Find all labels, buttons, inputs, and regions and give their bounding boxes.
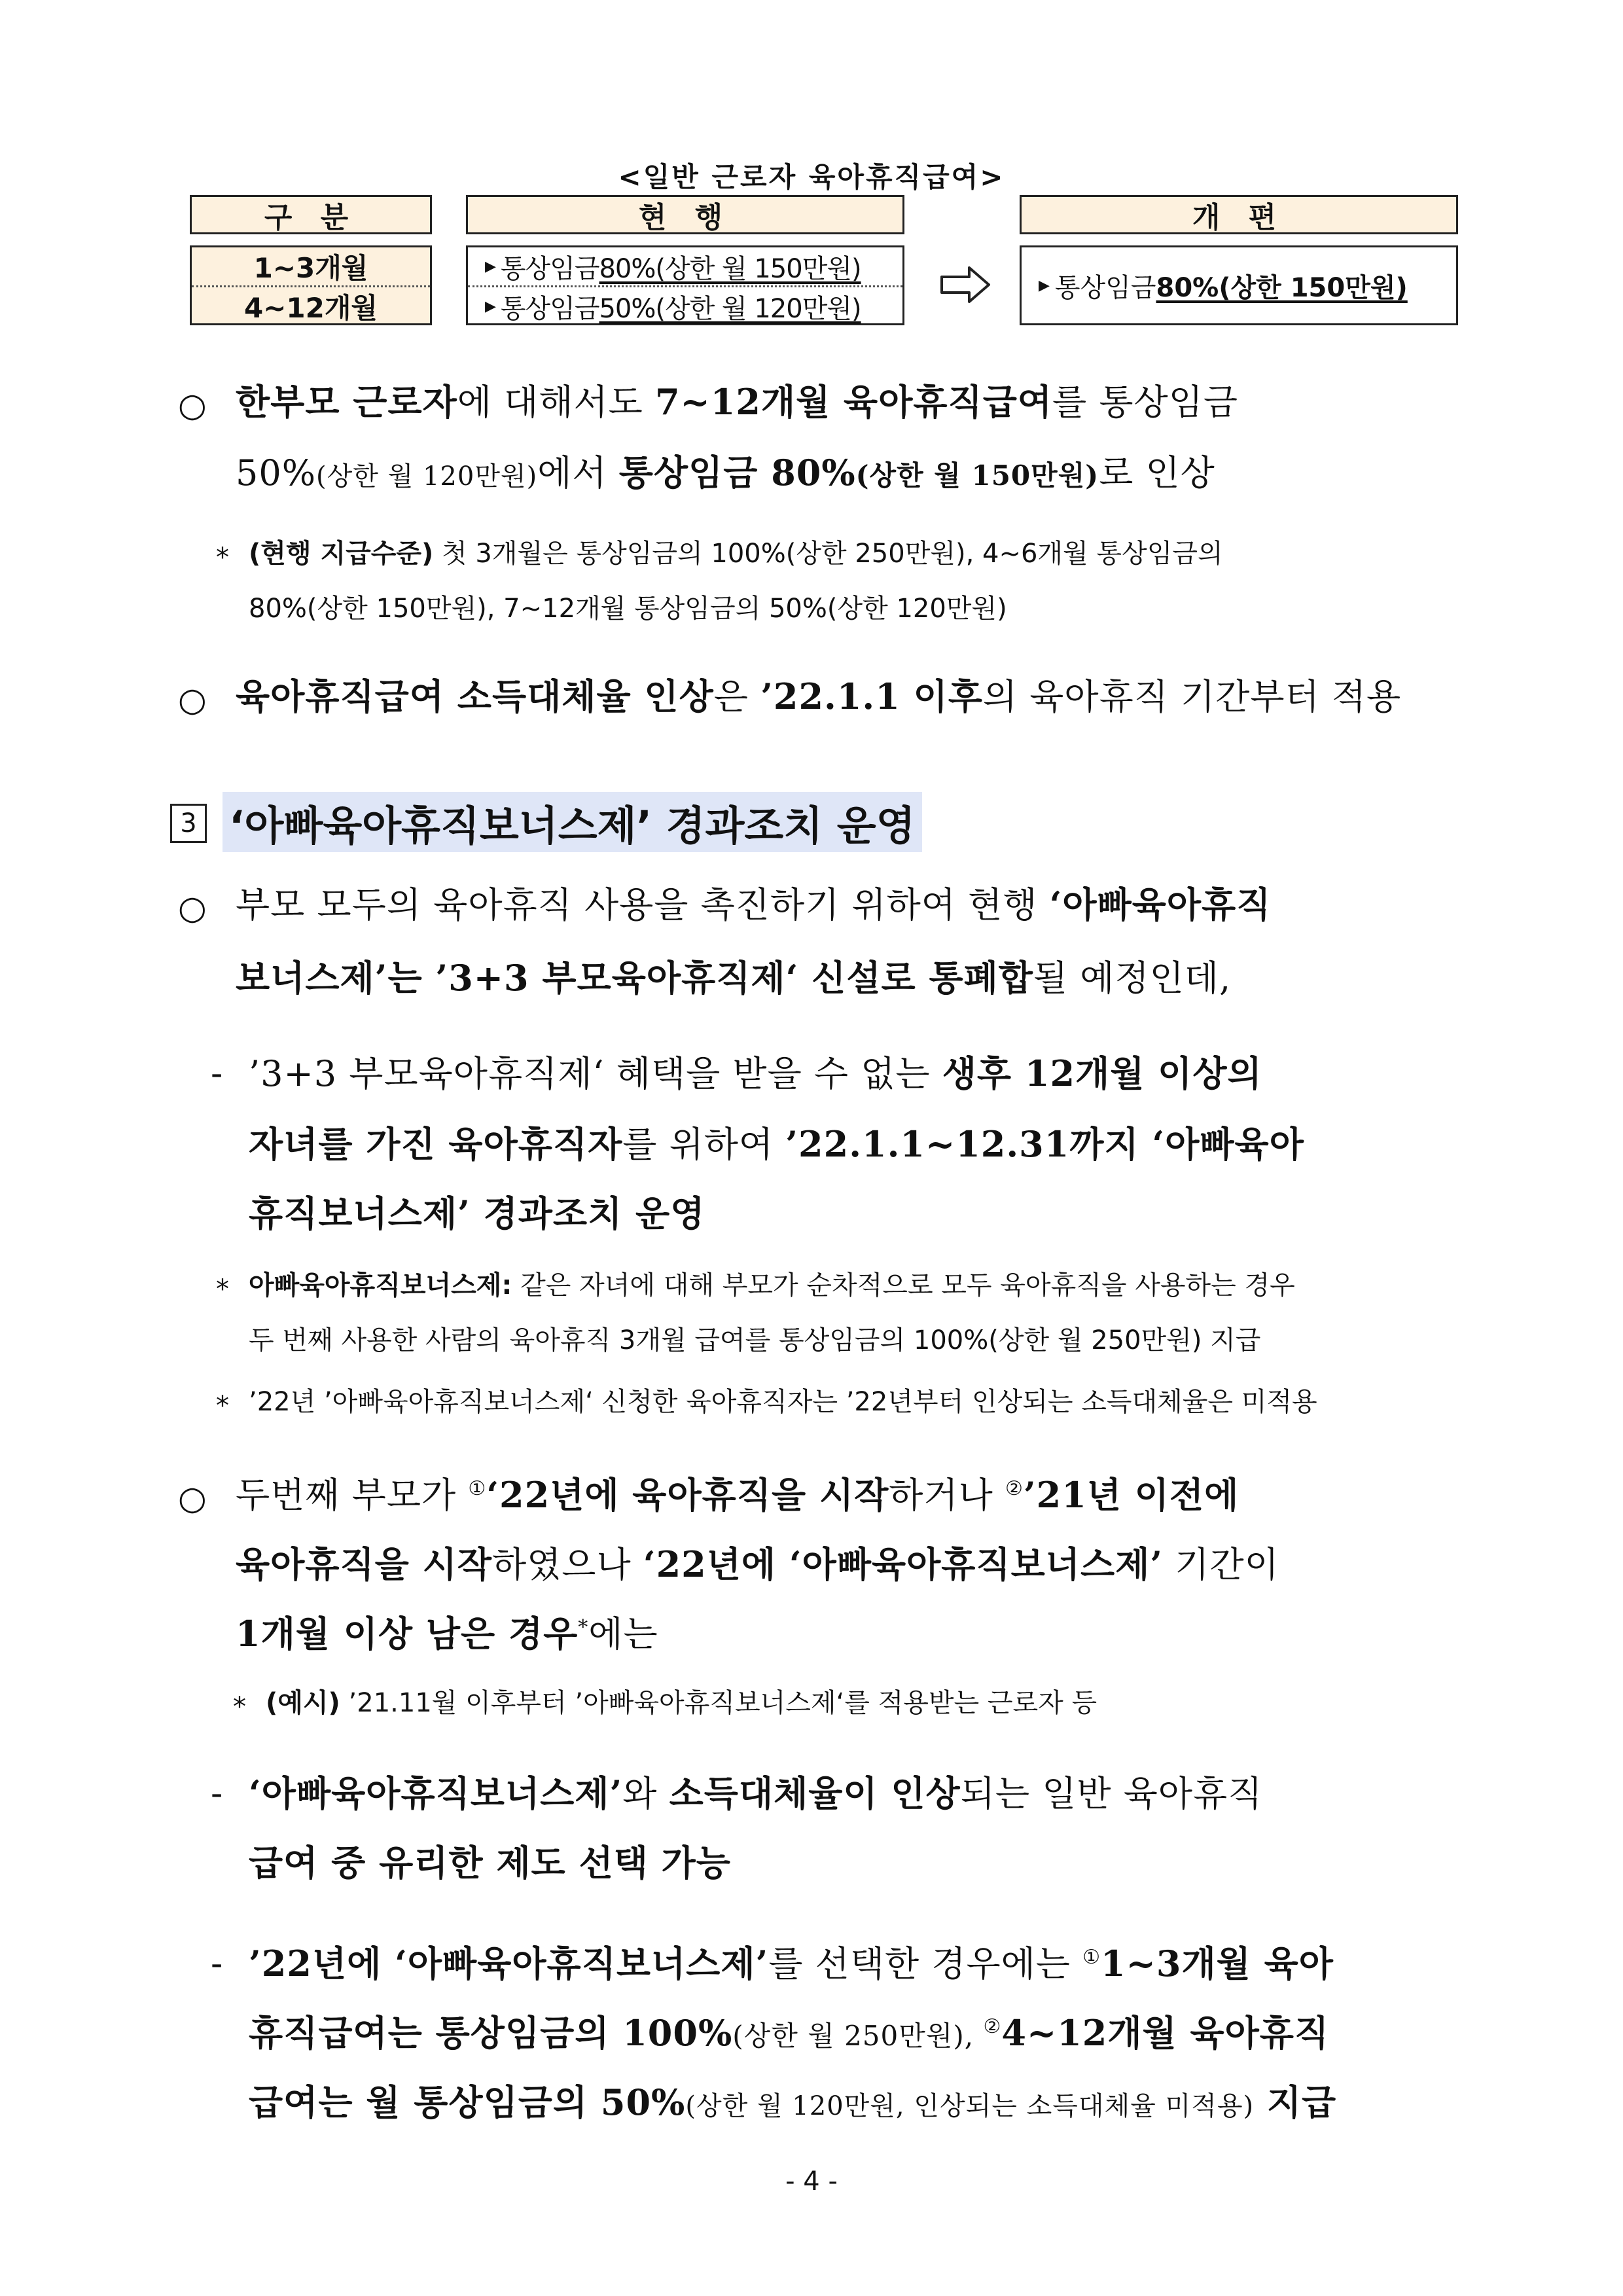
triangle-bullet-icon: ▶ [1039, 277, 1050, 294]
d3-line-2: 휴직급여는 통상임금의 100%(상한 월 250만원), ②4~12개월 육아휴직 [249, 2012, 1330, 2054]
page-number: - 4 - [785, 2166, 838, 2197]
arrow-right-icon [939, 265, 991, 304]
current-row-2-prefix: 통상임금 [500, 293, 599, 324]
section-title: ‘아빠육아휴직보너스제’ 경과조치 운영 [223, 792, 922, 852]
header-reform: 개 편 [1020, 195, 1458, 234]
d1-line-1: ’3+3 부모육아휴직제‘ 혜택을 받을 수 없는 생후 12개월 이상의 [249, 1052, 1262, 1094]
d3-line-3: 급여는 월 통상임금의 50%(상한 월 120만원, 인상되는 소득대체율 미적용) 지급 [249, 2081, 1337, 2123]
d2-marker: - [211, 1772, 224, 1814]
reform-prefix: 통상임금 [1054, 272, 1156, 303]
n3-line-1: ’22년 ’아빠육아휴직보너스제‘ 신청한 육아휴직자는 ’22년부터 인상되는 소득대체율은 미적용 [249, 1387, 1317, 1417]
d2-line-2: 급여 중 유리한 제도 선택 가능 [249, 1842, 731, 1884]
section-number: 3 [170, 804, 207, 843]
current-row-1 [468, 247, 902, 287]
circle-bullet: ○ [178, 1479, 207, 1517]
d1-line-2: 자녀를 가진 육아휴직자를 위하여 ’22.1.1~12.31까지 ‘아빠육아 [249, 1123, 1304, 1165]
current-cell [466, 245, 904, 325]
p3-line-2: 보너스제’는 ’3+3 부모육아휴직제‘ 신설로 통폐합될 예정인데, [236, 957, 1232, 999]
current-row-2 [468, 287, 902, 325]
p1-line-2: 50%(상한 월 120만원)에서 통상임금 80%(상한 월 150만원)로 인상 [236, 452, 1215, 493]
d3-line-1: ’22년에 ‘아빠육아휴직보너스제’를 선택한 경우에는 ①1~3개월 육아 [249, 1943, 1334, 1984]
p3-line-1: 부모 모두의 육아휴직 사용을 촉진하기 위하여 현행 ‘아빠육아휴직 [236, 884, 1272, 925]
header-category: 구 분 [190, 195, 432, 234]
reform-cell [1020, 245, 1458, 325]
d1-marker: - [211, 1052, 224, 1094]
n3-marker: * [216, 1391, 229, 1421]
n2-line-2: 두 번째 사용한 사람의 육아휴직 3개월 급여를 통상임금의 100%(상한 월 250만원) 지급 [249, 1325, 1261, 1355]
n1-marker: * [216, 543, 229, 573]
period-1-3: 1~3개월 [192, 247, 430, 287]
triangle-bullet-icon: ▶ [485, 258, 495, 275]
d2-line-1: ‘아빠육아휴직보너스제’와 소득대체율이 인상되는 일반 육아휴직 [249, 1772, 1263, 1814]
p4-line-3: 1개월 이상 남은 경우*에는 [236, 1613, 658, 1655]
n4-line-1: (예시) ’21.11월 이후부터 ’아빠육아휴직보너스제‘를 적용받는 근로자 등 [266, 1688, 1097, 1718]
table-caption: <일반 근로자 육아휴직급여> [618, 161, 1005, 193]
n2-line-1: 아빠육아휴직보너스제: 같은 자녀에 대해 부모가 순차적으로 모두 육아휴직을 사용하는 경우 [249, 1270, 1295, 1300]
p1-line-1: 한부모 근로자에 대해서도 7~12개월 육아휴직급여를 통상임금 [236, 381, 1239, 423]
current-row-1-prefix: 통상임금 [500, 253, 599, 284]
triangle-bullet-icon: ▶ [485, 298, 495, 315]
d3-marker: - [211, 1943, 224, 1984]
p2-line-1: 육아휴직급여 소득대체율 인상은 ’22.1.1 이후의 육아휴직 기간부터 적용 [236, 675, 1402, 717]
n1-line-1: (현행 지급수준) 첫 3개월은 통상임금의 100%(상한 250만원), 4~6개월 통상임금의 [249, 539, 1223, 569]
n2-marker: * [216, 1274, 229, 1304]
current-row-1-value: 80%(상한 월 150만원) [599, 253, 861, 284]
n1-line-2: 80%(상한 150만원), 7~12개월 통상임금의 50%(상한 120만원) [249, 594, 1007, 624]
reform-value: 80%(상한 150만원) [1156, 272, 1408, 303]
circle-bullet: ○ [178, 889, 207, 927]
current-row-2-value: 50%(상한 월 120만원) [599, 293, 861, 324]
n4-marker: * [233, 1692, 246, 1722]
period-cell [190, 245, 432, 325]
header-current: 현 행 [466, 195, 904, 234]
circle-bullet: ○ [178, 681, 207, 719]
period-4-12: 4~12개월 [243, 292, 378, 324]
circle-bullet: ○ [178, 386, 207, 424]
p4-line-1: 두번째 부모가 ①‘22년에 육아휴직을 시작하거나 ②’21년 이전에 [236, 1474, 1240, 1516]
d1-line-3: 휴직보너스제’ 경과조치 운영 [249, 1193, 705, 1234]
p4-line-2: 육아휴직을 시작하였으나 ‘22년에 ‘아빠육아휴직보너스제’ 기간이 [236, 1543, 1279, 1585]
